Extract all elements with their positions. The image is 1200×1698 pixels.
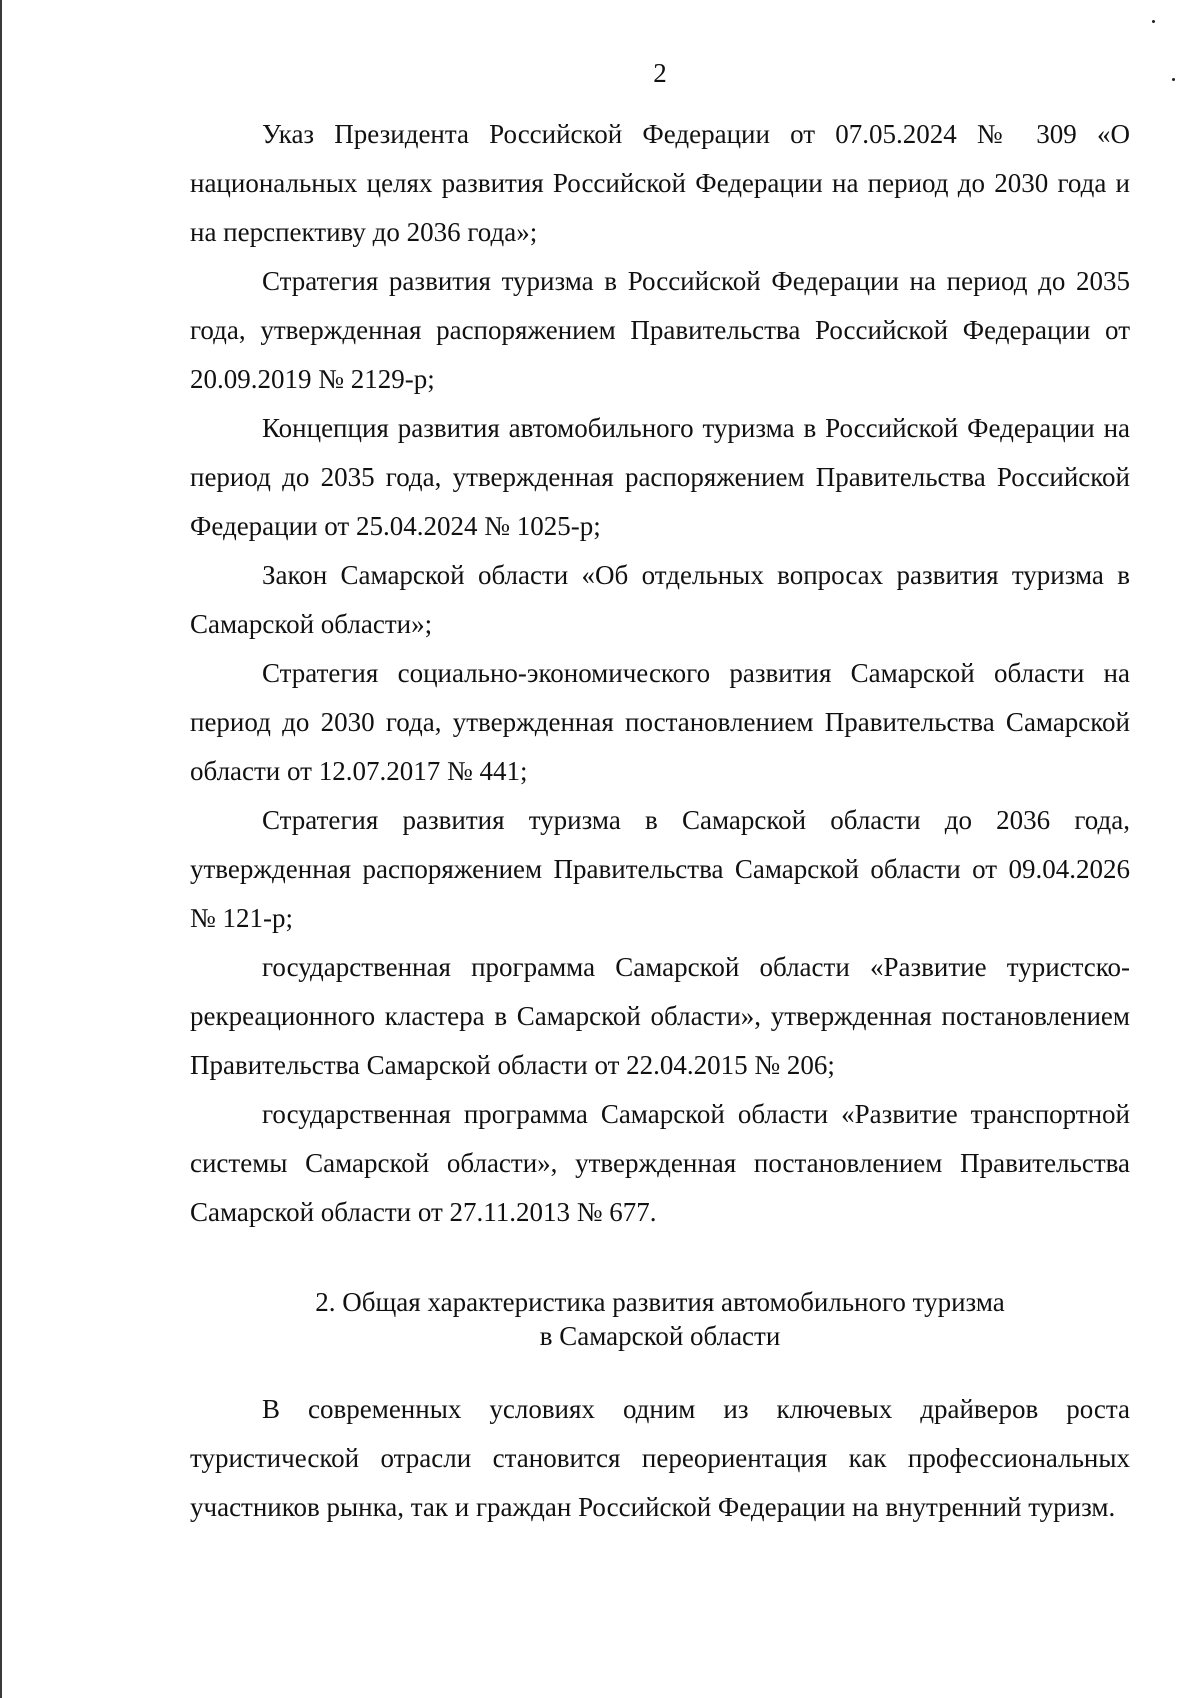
- list-item: государственная программа Самарской области «Развитие транспортной системы Самарской области», утвержденная постановлением Правительства Самарской области от 27.11.2013 № 677.: [190, 1099, 1130, 1227]
- section-heading-line: в Самарской области: [539, 1321, 781, 1351]
- list-item: Закон Самарской области «Об отдельных вопросах развития туризма в Самарской области»;: [190, 560, 1130, 639]
- document-body: [190, 110, 1130, 1532]
- list-item: Стратегия социально-экономического развития Самарской области на период до 2030 года, утвержденная постановлением Правительства Самарской области от 12.07.2017 № 441;: [190, 658, 1130, 786]
- section-heading-line: 2. Общая характеристика развития автомобильного туризма: [315, 1287, 1005, 1317]
- list-item: Стратегия развития туризма в Российской Федерации на период до 2035 года, утвержденная распоряжением Правительства Российской Федерации от 20.09.2019 № 2129-р;: [190, 266, 1130, 394]
- section-body: [190, 1385, 1130, 1532]
- scan-left-edge: [0, 0, 2, 1698]
- page-number: 2: [653, 58, 667, 88]
- scan-speck: [1152, 20, 1155, 23]
- section-heading: [190, 1285, 1130, 1353]
- list-item: Указ Президента Российской Федерации от 07.05.2024 № 309 «О национальных целях развития Российской Федерации на период до 2030 года и на перспективу до 2036 года»;: [190, 119, 1130, 247]
- section-paragraph: В современных условиях одним из ключевых драйверов роста туристической отрасли становится переориентация как профессиональных участников рынка, так и граждан Российской Федерации на внутренний туризм.: [190, 1394, 1130, 1522]
- list-item: государственная программа Самарской области «Развитие туристско-рекреационного кластера в Самарской области», утвержденная постановлением Правительства Самарской области от 22.04.2015 № 206;: [190, 952, 1130, 1080]
- list-item: Концепция развития автомобильного туризма в Российской Федерации на период до 2035 года, утвержденная распоряжением Правительства Российской Федерации от 25.04.2024 № 1025-р;: [190, 413, 1130, 541]
- list-item: Стратегия развития туризма в Самарской области до 2036 года, утвержденная распоряжением Правительства Самарской области от 09.04.2026 № 121-р;: [190, 805, 1130, 933]
